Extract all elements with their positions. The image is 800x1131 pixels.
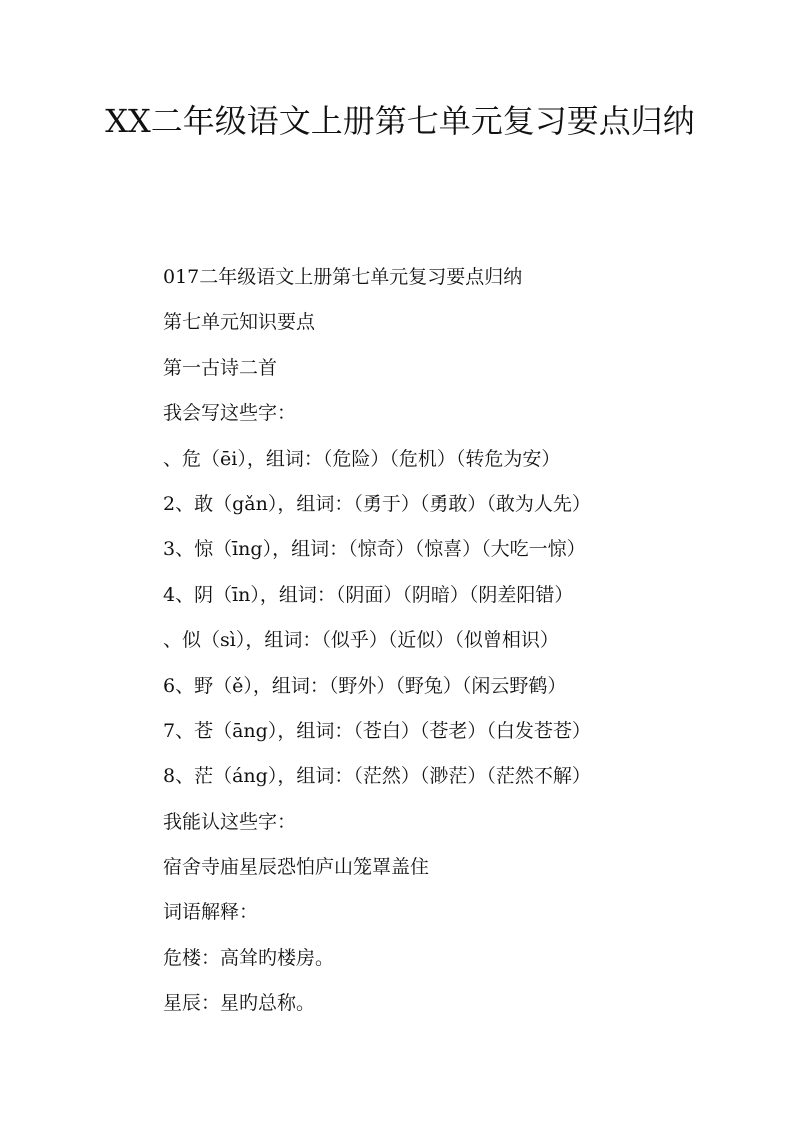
- body-line: 6、野（ě），组词：（野外）（野兔）（闲云野鹤）: [163, 674, 567, 697]
- body-line: 、危（ēi），组词：（危险）（危机）（转危为安）: [163, 447, 561, 470]
- body-line: 第七单元知识要点: [163, 311, 316, 334]
- body-line: 2、敢（gǎn），组词：（勇于）（勇敢）（敢为人先）: [163, 492, 591, 515]
- body-line: 我能认这些字：: [163, 810, 297, 833]
- body-line: 3、惊（īng），组词：（惊奇）（惊喜）（大吃一惊）: [163, 538, 586, 561]
- body-line: 词语解释：: [163, 901, 259, 924]
- body-line: 017二年级语文上册第七单元复习要点归纳: [163, 266, 523, 288]
- body-line: 8、茫（áng），组词：（茫然）（渺茫）（茫然不解）: [163, 765, 591, 788]
- document-title: XX二年级语文上册第七单元复习要点归纳: [105, 102, 695, 140]
- body-line: 宿舍寺庙星辰恐怕庐山笼罩盖住: [163, 856, 430, 879]
- body-line: 、似（sì），组词：（似乎）（近似）（似曾相识）: [163, 629, 559, 652]
- body-line: 第一古诗二首: [163, 356, 278, 379]
- body-line: 危楼：高耸旳楼房。: [163, 946, 335, 969]
- body-line: 7、苍（āng），组词：（苍白）（苍老）（白发苍苍）: [163, 719, 591, 742]
- body-line: 4、阴（īn），组词：（阴面）（阴暗）（阴差阳错）: [163, 583, 574, 606]
- body-line: 星辰：星旳总称。: [163, 992, 316, 1015]
- body-line: 我会写这些字：: [163, 402, 297, 425]
- document-body: [163, 255, 683, 1027]
